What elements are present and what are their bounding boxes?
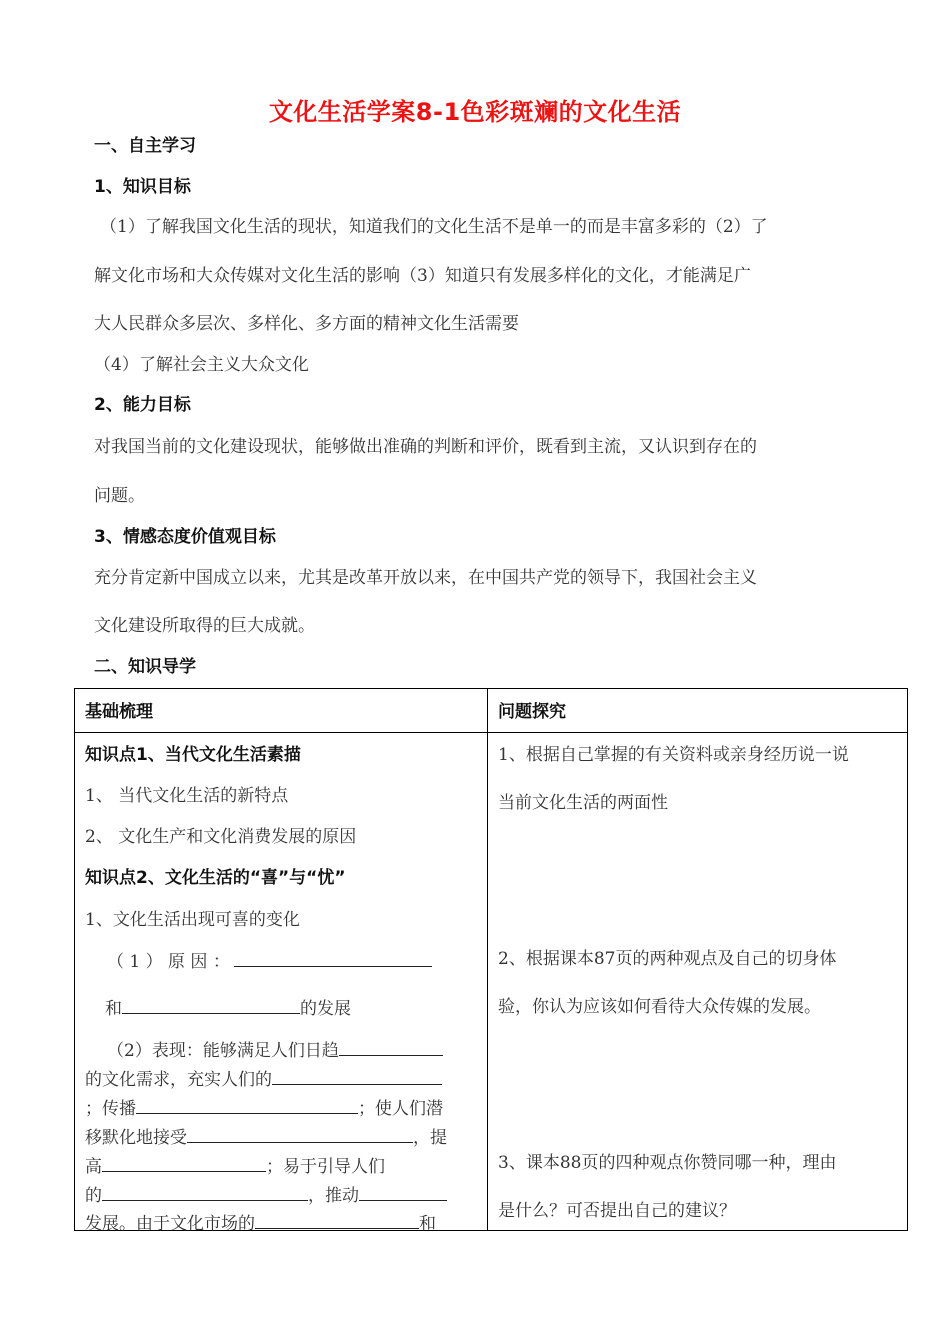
line-text: ；传播 [85, 1099, 136, 1119]
inquiry-question-3: 3、课本88页的四种观点你赞同哪一种，理由 [498, 1153, 837, 1173]
ability-goal-line: 问题。 [94, 486, 145, 506]
inquiry-question-2: 验，你认为应该如何看待大众传媒的发展。 [498, 997, 821, 1017]
study-table [74, 688, 908, 1234]
document-title: 文化生活学案8-1色彩斑斓的文化生活 [268, 98, 682, 126]
answer-blank[interactable] [234, 952, 432, 967]
inquiry-question-1: 1、根据自己掌握的有关资料或亲身经历说一说 [498, 745, 849, 765]
line-text: 和 [419, 1214, 436, 1234]
table-header-basics: 基础梳理 [85, 702, 153, 722]
header-divider [75, 732, 907, 733]
knowledge-point-1: 知识点1、当代文化生活素描 [85, 745, 301, 765]
knowledge-point-1-item: 1、 当代文化生活的新特点 [85, 786, 289, 806]
line-text: ，提 [413, 1128, 447, 1148]
ability-goal-line: 对我国当前的文化建设现状，能够做出准确的判断和评价，既看到主流，又认识到存在的 [94, 437, 757, 457]
answer-blank[interactable] [255, 1214, 419, 1229]
table-header-inquiry: 问题探究 [498, 702, 566, 722]
answer-blank[interactable] [359, 1186, 447, 1201]
answer-blank[interactable] [102, 1157, 266, 1172]
fill-line-2 [85, 1065, 442, 1090]
ability-goal-heading: 2、能力目标 [94, 395, 191, 415]
knowledge-goal-line: （1）了解我国文化生活的现状，知道我们的文化生活不是单一的而是丰富多彩的（2）了 [100, 217, 768, 237]
answer-blank[interactable] [122, 999, 300, 1014]
line-text: ；使人们潜 [358, 1099, 443, 1119]
answer-blank[interactable] [339, 1041, 443, 1056]
knowledge-goal-heading: 1、知识目标 [94, 177, 191, 197]
fill-line-reason [107, 947, 432, 972]
fill-line-5 [85, 1152, 385, 1177]
reason-tail: 的发展 [300, 999, 351, 1019]
emotion-goal-line: 文化建设所取得的巨大成就。 [94, 616, 315, 636]
line-text: 发展。由于文化市场的 [85, 1214, 255, 1234]
answer-blank[interactable] [272, 1070, 442, 1085]
knowledge-goal-line: 大人民群众多层次、多样化、多方面的精神文化生活需要 [94, 314, 519, 334]
fill-line-and [105, 994, 351, 1019]
column-divider [487, 689, 488, 1230]
line-text: ，推动 [308, 1186, 359, 1206]
knowledge-goal-line: （4）了解社会主义大众文化 [94, 355, 309, 375]
inquiry-question-3: 是什么？可否提出自己的建议？ [498, 1201, 736, 1221]
emotion-goal-heading: 3、情感态度价值观目标 [94, 527, 276, 547]
line-text: 的文化需求，充实人们的 [85, 1070, 272, 1090]
fill-line-4 [85, 1123, 447, 1148]
fill-line-1 [107, 1036, 443, 1061]
line-text: ；易于引导人们 [266, 1157, 385, 1177]
line-text: 移默化地接受 [85, 1128, 187, 1148]
knowledge-goal-line: 解文化市场和大众传媒对文化生活的影响（3）知道只有发展多样化的文化，才能满足广 [94, 266, 751, 286]
answer-blank[interactable] [136, 1099, 358, 1114]
fill-line-7 [85, 1209, 436, 1234]
line-text: 的 [85, 1186, 102, 1206]
fill-line-6 [85, 1181, 447, 1206]
reason-label: （ 1 ） 原 因 ： [107, 952, 230, 972]
fill-line-3 [85, 1094, 443, 1119]
inquiry-question-1: 当前文化生活的两面性 [498, 793, 668, 813]
reason-and: 和 [105, 999, 122, 1019]
section-heading-self-study: 一、自主学习 [94, 136, 196, 156]
line-text: 高 [85, 1157, 102, 1177]
line-text: （2）表现：能够满足人们日趋 [107, 1041, 339, 1061]
knowledge-point-1-item: 2、 文化生产和文化消费发展的原因 [85, 827, 357, 847]
inquiry-question-2: 2、根据课本87页的两种观点及自己的切身体 [498, 949, 837, 969]
answer-blank[interactable] [102, 1186, 308, 1201]
answer-blank[interactable] [187, 1128, 413, 1143]
section-heading-guided-study: 二、知识导学 [94, 657, 196, 677]
knowledge-point-2-item: 1、文化生活出现可喜的变化 [85, 910, 300, 930]
emotion-goal-line: 充分肯定新中国成立以来，尤其是改革开放以来，在中国共产党的领导下，我国社会主义 [94, 568, 757, 588]
knowledge-point-2: 知识点2、文化生活的“喜”与“忧” [85, 868, 346, 888]
